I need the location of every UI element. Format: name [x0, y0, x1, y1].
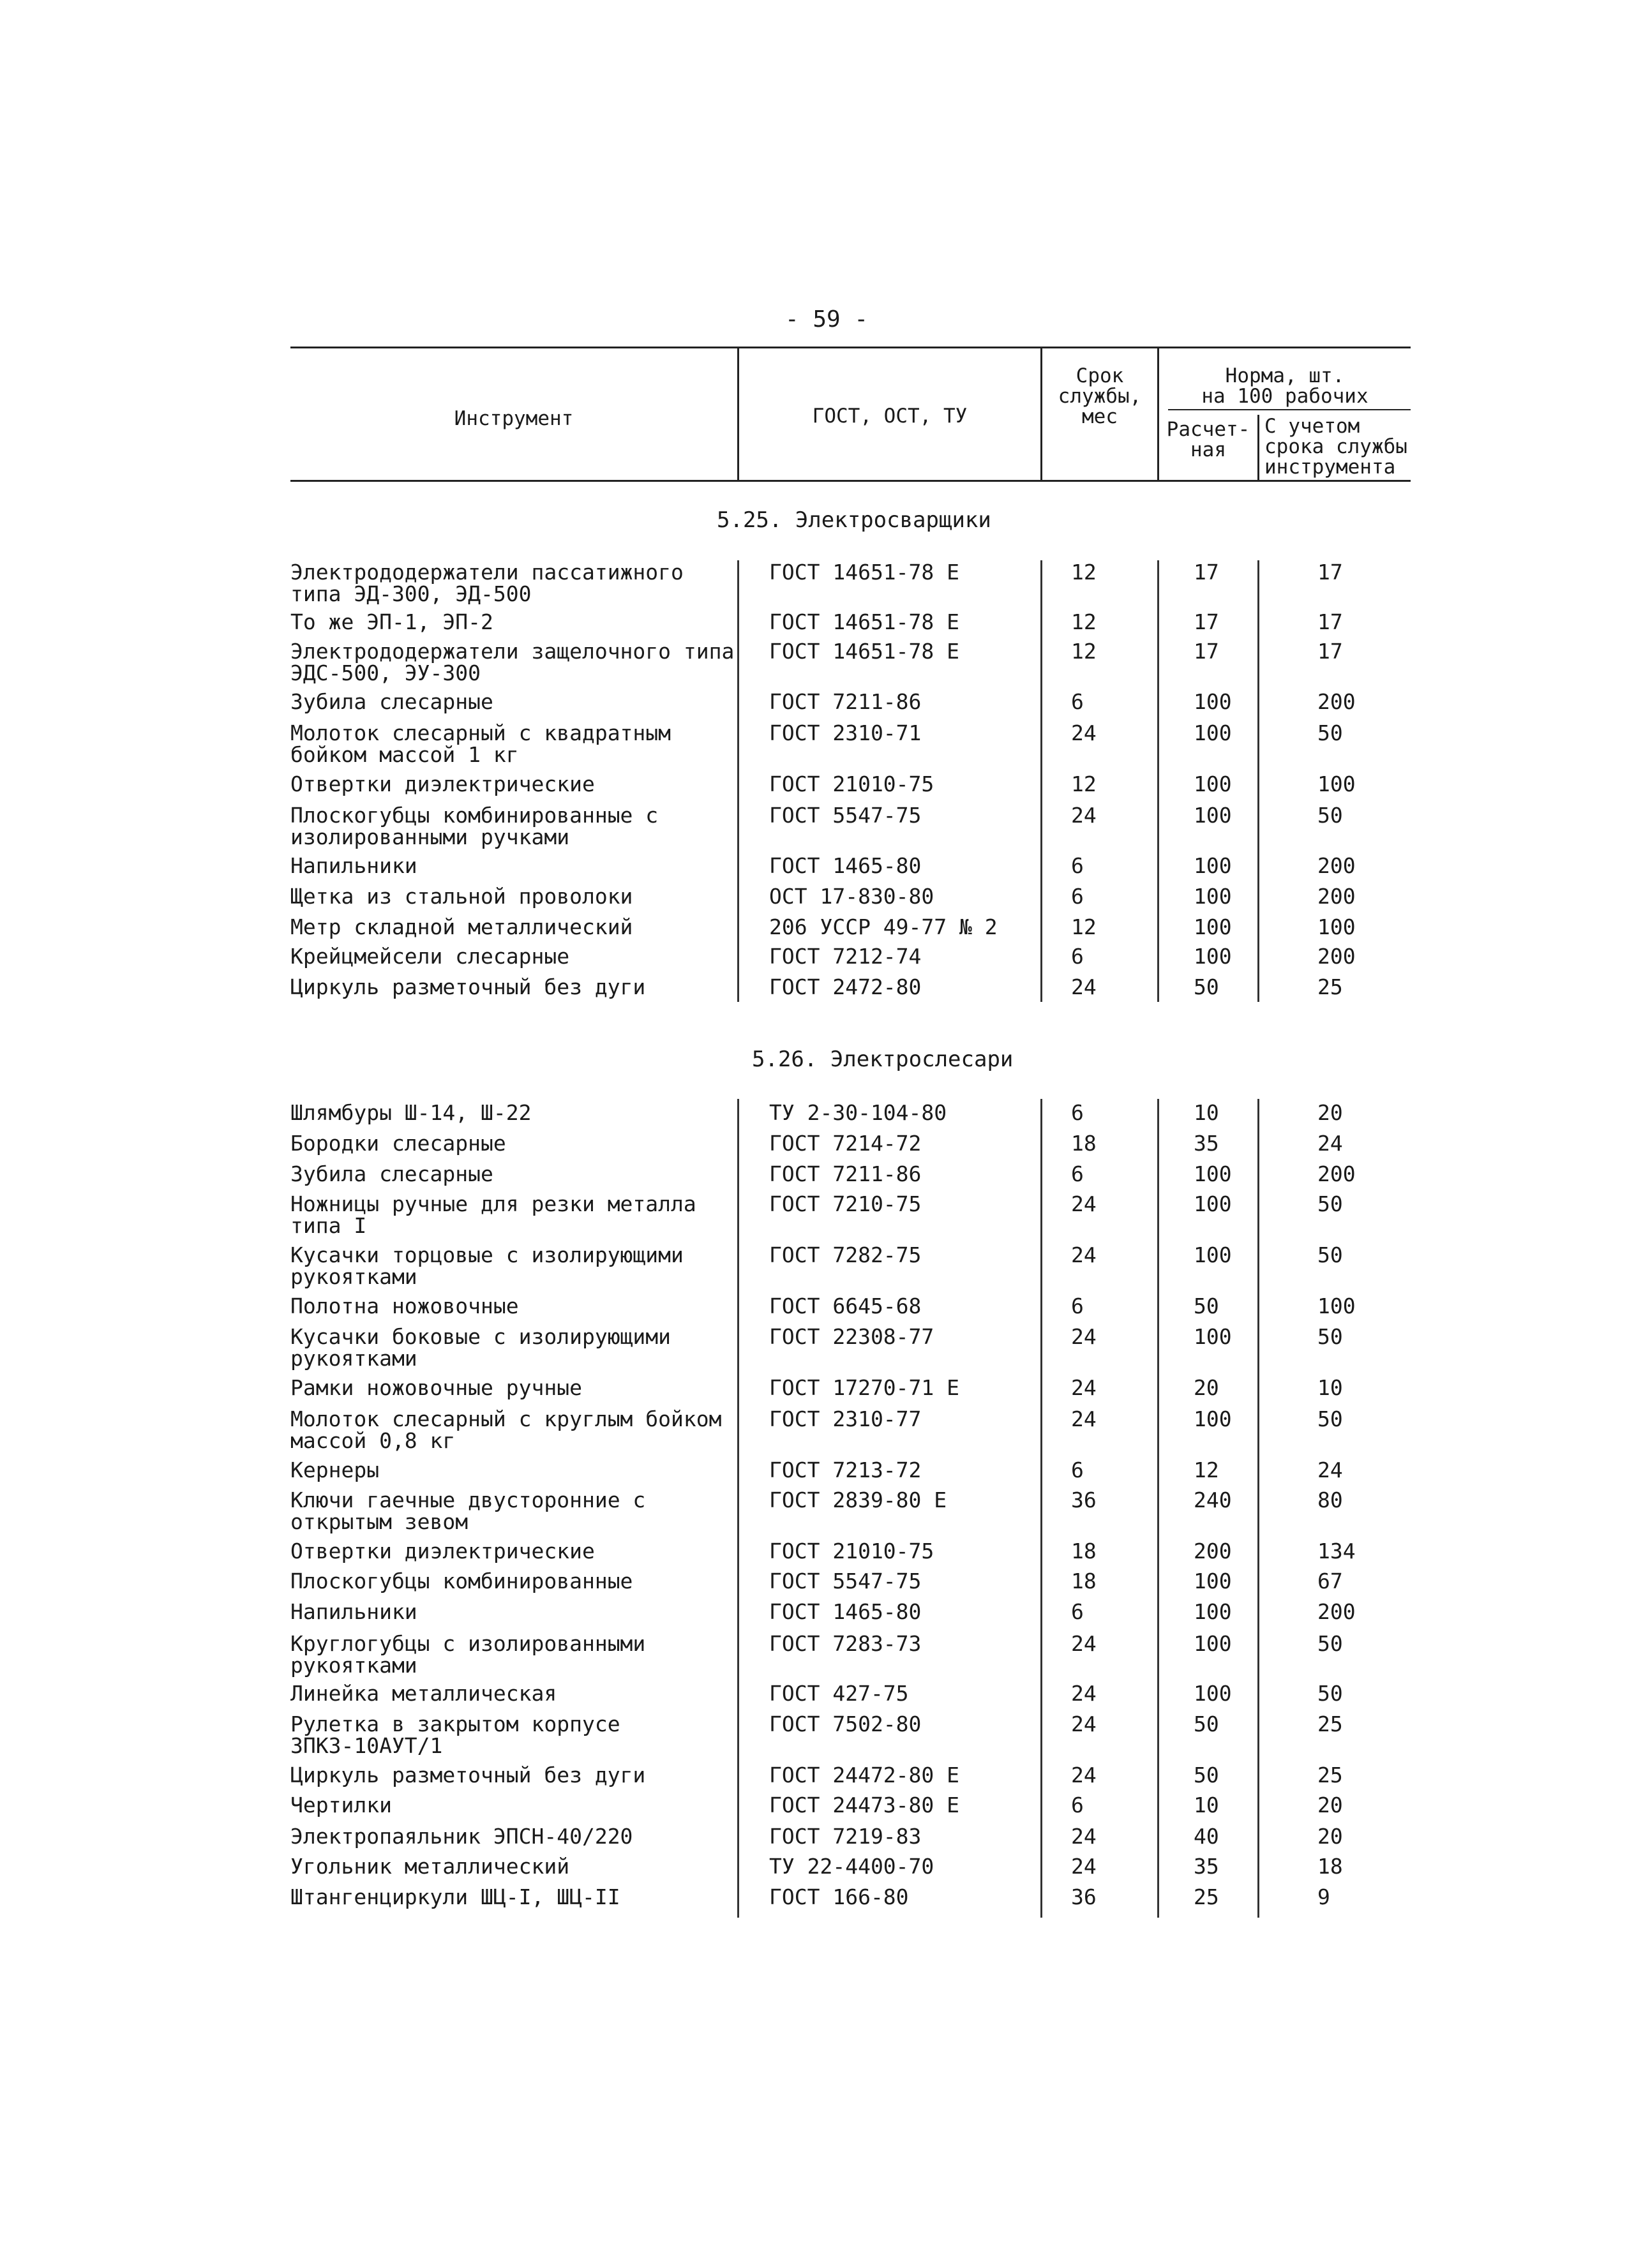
row-name: Циркуль разметочный без дуги — [290, 1763, 646, 1787]
row-s-uchetom: 25 — [1317, 1763, 1343, 1787]
header-instrument: Инструмент — [454, 407, 574, 430]
row-srok: 12 — [1071, 609, 1097, 634]
row-raschetnaya: 100 — [1194, 689, 1232, 714]
row-name: Ключи гаечные двусторонние с открытым зевом — [290, 1488, 646, 1534]
row-srok: 24 — [1071, 1631, 1097, 1656]
row-name: Рамки ножовочные ручные — [290, 1375, 582, 1400]
row-name: Чертилки — [290, 1793, 392, 1817]
row-srok: 24 — [1071, 1375, 1097, 1400]
row-raschetnaya: 20 — [1194, 1375, 1219, 1400]
row-name: Электрододержатели защелочного типа ЭДС-500, ЭУ-300 — [290, 639, 735, 685]
row-gost: 206 УССР 49-77 № 2 — [769, 914, 998, 939]
row-name: Кусачки боковые с изолирующими рукоятками — [290, 1324, 671, 1371]
column-divider — [737, 560, 739, 1002]
row-s-uchetom: 50 — [1317, 803, 1343, 828]
row-srok: 12 — [1071, 914, 1097, 939]
row-srok: 6 — [1071, 1161, 1084, 1186]
row-gost: ГОСТ 2310-71 — [769, 720, 922, 745]
row-s-uchetom: 17 — [1317, 609, 1343, 634]
row-gost: ГОСТ 2472-80 — [769, 974, 922, 999]
row-srok: 24 — [1071, 803, 1097, 828]
row-raschetnaya: 12 — [1194, 1458, 1219, 1482]
row-raschetnaya: 100 — [1194, 1161, 1232, 1186]
page-number: - 59 - — [785, 306, 869, 332]
row-name: То же ЭП-1, ЭП-2 — [290, 609, 493, 634]
row-raschetnaya: 17 — [1194, 560, 1219, 585]
row-gost: ГОСТ 7213-72 — [769, 1458, 922, 1482]
row-gost: ГОСТ 7282-75 — [769, 1242, 922, 1267]
row-gost: ГОСТ 24473-80 Е — [769, 1793, 960, 1817]
row-srok: 6 — [1071, 1294, 1084, 1318]
row-raschetnaya: 100 — [1194, 1599, 1232, 1624]
row-s-uchetom: 200 — [1317, 1599, 1356, 1624]
row-name: Напильники — [290, 1599, 417, 1624]
row-srok: 24 — [1071, 1242, 1097, 1267]
row-raschetnaya: 100 — [1194, 1406, 1232, 1431]
row-raschetnaya: 100 — [1194, 720, 1232, 745]
row-name: Угольник металлический — [290, 1854, 570, 1879]
row-srok: 18 — [1071, 1569, 1097, 1593]
row-srok: 6 — [1071, 853, 1084, 878]
row-raschetnaya: 50 — [1194, 974, 1219, 999]
row-srok: 12 — [1071, 772, 1097, 796]
row-s-uchetom: 67 — [1317, 1569, 1343, 1593]
row-name: Полотна ножовочные — [290, 1294, 519, 1318]
row-s-uchetom: 200 — [1317, 944, 1356, 969]
row-raschetnaya: 100 — [1194, 914, 1232, 939]
row-gost: ГОСТ 7210-75 — [769, 1191, 922, 1216]
row-gost: ГОСТ 1465-80 — [769, 1599, 922, 1624]
row-name: Плоскогубцы комбинированные с изолированными ручками — [290, 803, 659, 849]
header-s-uchetom: С учетом срока службы инструмента — [1264, 415, 1407, 479]
row-s-uchetom: 80 — [1317, 1488, 1343, 1512]
row-raschetnaya: 100 — [1194, 884, 1232, 909]
row-s-uchetom: 50 — [1317, 1191, 1343, 1216]
row-gost: ГОСТ 2310-77 — [769, 1406, 922, 1431]
row-srok: 24 — [1071, 1681, 1097, 1706]
row-srok: 24 — [1071, 1406, 1097, 1431]
row-s-uchetom: 24 — [1317, 1131, 1343, 1156]
row-raschetnaya: 17 — [1194, 609, 1219, 634]
row-gost: ГОСТ 166-80 — [769, 1884, 909, 1909]
row-raschetnaya: 100 — [1194, 803, 1232, 828]
row-srok: 18 — [1071, 1131, 1097, 1156]
row-raschetnaya: 100 — [1194, 1242, 1232, 1267]
row-srok: 24 — [1071, 1324, 1097, 1349]
row-s-uchetom: 134 — [1317, 1539, 1356, 1563]
row-gost: ГОСТ 14651-78 Е — [769, 609, 960, 634]
row-raschetnaya: 240 — [1194, 1488, 1232, 1512]
row-raschetnaya: 50 — [1194, 1294, 1219, 1318]
row-name: Метр складной металлический — [290, 914, 633, 939]
row-s-uchetom: 100 — [1317, 772, 1356, 796]
row-name: Электропаяльник ЭПСН-40/220 — [290, 1824, 633, 1849]
table-top-rule — [290, 347, 1411, 348]
row-srok: 6 — [1071, 1458, 1084, 1482]
row-s-uchetom: 17 — [1317, 560, 1343, 585]
row-s-uchetom: 200 — [1317, 689, 1356, 714]
row-raschetnaya: 40 — [1194, 1824, 1219, 1849]
row-s-uchetom: 18 — [1317, 1854, 1343, 1879]
header-norma: Норма, шт. на 100 рабочих — [1201, 364, 1368, 408]
row-gost: ГОСТ 14651-78 Е — [769, 560, 960, 585]
row-name: Плоскогубцы комбинированные — [290, 1569, 633, 1593]
row-s-uchetom: 100 — [1317, 1294, 1356, 1318]
row-s-uchetom: 200 — [1317, 853, 1356, 878]
row-raschetnaya: 100 — [1194, 1191, 1232, 1216]
row-gost: ГОСТ 21010-75 — [769, 1539, 934, 1563]
row-name: Бородки слесарные — [290, 1131, 506, 1156]
row-raschetnaya: 100 — [1194, 944, 1232, 969]
row-name: Молоток слесарный с круглым бойком массой 0,8 кг — [290, 1406, 722, 1453]
column-divider — [1040, 560, 1042, 1002]
row-gost: ГОСТ 6645-68 — [769, 1294, 922, 1318]
row-name: Отвертки диэлектрические — [290, 772, 595, 796]
row-srok: 6 — [1071, 1100, 1084, 1125]
row-raschetnaya: 200 — [1194, 1539, 1232, 1563]
row-srok: 6 — [1071, 689, 1084, 714]
row-srok: 24 — [1071, 1191, 1097, 1216]
row-raschetnaya: 17 — [1194, 639, 1219, 664]
row-gost: ТУ 2-30-104-80 — [769, 1100, 947, 1125]
row-srok: 18 — [1071, 1539, 1097, 1563]
row-name: Щетка из стальной проволоки — [290, 884, 633, 909]
row-srok: 6 — [1071, 1793, 1084, 1817]
row-name: Линейка металлическая — [290, 1681, 557, 1706]
row-gost: ГОСТ 5547-75 — [769, 1569, 922, 1593]
row-gost: ГОСТ 14651-78 Е — [769, 639, 960, 664]
row-gost: ГОСТ 21010-75 — [769, 772, 934, 796]
column-divider — [1257, 1099, 1259, 1918]
row-raschetnaya: 35 — [1194, 1854, 1219, 1879]
column-divider — [1257, 560, 1259, 1002]
row-name: Молоток слесарный с квадратным бойком массой 1 кг — [290, 720, 671, 767]
row-s-uchetom: 25 — [1317, 974, 1343, 999]
row-name: Крейцмейсели слесарные — [290, 944, 570, 969]
row-srok: 6 — [1071, 944, 1084, 969]
norma-underline — [1168, 409, 1411, 410]
row-s-uchetom: 20 — [1317, 1100, 1343, 1125]
row-gost: ГОСТ 22308-77 — [769, 1324, 934, 1349]
row-name: Зубила слесарные — [290, 689, 493, 714]
row-gost: ГОСТ 7219-83 — [769, 1824, 922, 1849]
row-raschetnaya: 100 — [1194, 1569, 1232, 1593]
row-name: Ножницы ручные для резки металла типа I — [290, 1191, 696, 1238]
row-gost: ГОСТ 7283-73 — [769, 1631, 922, 1656]
column-divider — [1157, 1099, 1159, 1918]
row-name: Штангенциркули ШЦ-I, ШЦ-II — [290, 1884, 620, 1909]
row-s-uchetom: 200 — [1317, 884, 1356, 909]
row-srok: 24 — [1071, 974, 1097, 999]
row-raschetnaya: 100 — [1194, 1631, 1232, 1656]
row-s-uchetom: 50 — [1317, 1631, 1343, 1656]
header-gost: ГОСТ, ОСТ, ТУ — [812, 405, 968, 428]
row-raschetnaya: 100 — [1194, 1681, 1232, 1706]
row-raschetnaya: 10 — [1194, 1793, 1219, 1817]
row-gost: ГОСТ 7212-74 — [769, 944, 922, 969]
column-divider — [1157, 560, 1159, 1002]
row-s-uchetom: 100 — [1317, 914, 1356, 939]
row-s-uchetom: 24 — [1317, 1458, 1343, 1482]
row-s-uchetom: 10 — [1317, 1375, 1343, 1400]
row-s-uchetom: 9 — [1317, 1884, 1330, 1909]
row-gost: ОСТ 17-830-80 — [769, 884, 934, 909]
row-raschetnaya: 35 — [1194, 1131, 1219, 1156]
row-srok: 24 — [1071, 1824, 1097, 1849]
row-srok: 12 — [1071, 560, 1097, 585]
row-s-uchetom: 50 — [1317, 1324, 1343, 1349]
row-srok: 36 — [1071, 1488, 1097, 1512]
row-gost: ГОСТ 1465-80 — [769, 853, 922, 878]
row-gost: ГОСТ 17270-71 Е — [769, 1375, 960, 1400]
row-name: Зубила слесарные — [290, 1161, 493, 1186]
row-gost: ГОСТ 7214-72 — [769, 1131, 922, 1156]
section-title: 5.25. Электросварщики — [717, 507, 991, 533]
row-gost: ГОСТ 2839-80 Е — [769, 1488, 947, 1512]
row-raschetnaya: 50 — [1194, 1763, 1219, 1787]
row-s-uchetom: 50 — [1317, 1242, 1343, 1267]
header-srok: Срок службы, мес — [1058, 364, 1142, 428]
row-raschetnaya: 25 — [1194, 1884, 1219, 1909]
row-s-uchetom: 20 — [1317, 1824, 1343, 1849]
row-srok: 24 — [1071, 1763, 1097, 1787]
row-s-uchetom: 50 — [1317, 1406, 1343, 1431]
row-name: Электрододержатели пассатижного типа ЭД-300, ЭД-500 — [290, 560, 684, 606]
row-raschetnaya: 100 — [1194, 1324, 1232, 1349]
row-gost: ГОСТ 5547-75 — [769, 803, 922, 828]
header-bottom-rule — [290, 480, 1411, 482]
row-srok: 6 — [1071, 884, 1084, 909]
row-srok: 24 — [1071, 1854, 1097, 1879]
row-name: Циркуль разметочный без дуги — [290, 974, 646, 999]
row-gost: ГОСТ 7211-86 — [769, 689, 922, 714]
row-name: Отвертки диэлектрические — [290, 1539, 595, 1563]
row-s-uchetom: 50 — [1317, 720, 1343, 745]
header-raschetnaya: Расчет- ная — [1166, 418, 1250, 461]
row-srok: 6 — [1071, 1599, 1084, 1624]
column-divider — [737, 1099, 739, 1918]
row-name: Шлямбуры Ш-14, Ш-22 — [290, 1100, 532, 1125]
row-name: Круглогубцы с изолированными рукоятками — [290, 1631, 646, 1678]
row-raschetnaya: 50 — [1194, 1712, 1219, 1736]
row-name: Рулетка в закрытом корпусе ЗПКЗ-10АУТ/1 — [290, 1712, 620, 1758]
row-raschetnaya: 100 — [1194, 772, 1232, 796]
row-raschetnaya: 100 — [1194, 853, 1232, 878]
row-s-uchetom: 20 — [1317, 1793, 1343, 1817]
row-raschetnaya: 10 — [1194, 1100, 1219, 1125]
section-title: 5.26. Электрослесари — [752, 1047, 1014, 1072]
row-srok: 24 — [1071, 720, 1097, 745]
row-gost: ГОСТ 427-75 — [769, 1681, 909, 1706]
row-name: Кернеры — [290, 1458, 380, 1482]
row-s-uchetom: 200 — [1317, 1161, 1356, 1186]
row-srok: 12 — [1071, 639, 1097, 664]
row-name: Кусачки торцовые с изолирующими рукоятками — [290, 1242, 684, 1289]
row-srok: 36 — [1071, 1884, 1097, 1909]
row-s-uchetom: 17 — [1317, 639, 1343, 664]
column-divider — [1040, 1099, 1042, 1918]
row-gost: ГОСТ 24472-80 Е — [769, 1763, 960, 1787]
row-gost: ГОСТ 7211-86 — [769, 1161, 922, 1186]
row-s-uchetom: 25 — [1317, 1712, 1343, 1736]
row-gost: ТУ 22-4400-70 — [769, 1854, 934, 1879]
row-s-uchetom: 50 — [1317, 1681, 1343, 1706]
row-name: Напильники — [290, 853, 417, 878]
row-srok: 24 — [1071, 1712, 1097, 1736]
row-gost: ГОСТ 7502-80 — [769, 1712, 922, 1736]
